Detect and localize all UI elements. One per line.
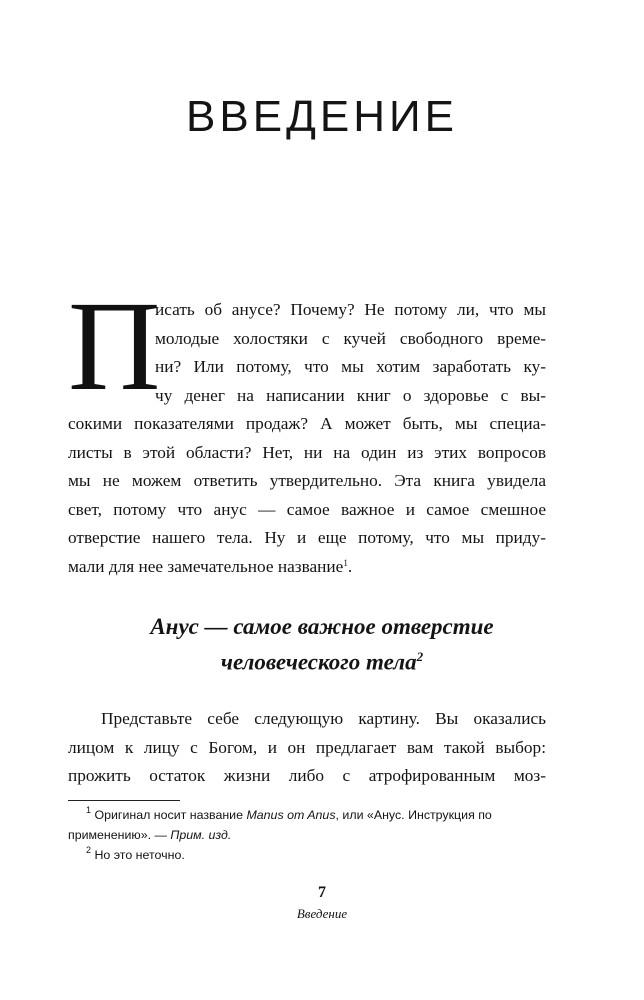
chapter-title: ВВЕДЕНИЕ bbox=[186, 92, 458, 141]
paragraph-line: прожить остаток жизни либо с атрофированным моз- bbox=[68, 766, 546, 785]
footnote-ref-1[interactable]: 1 bbox=[343, 557, 348, 568]
paragraph-line: листы в этой области? Нет, ни на один из этих вопросов bbox=[68, 442, 546, 462]
footnote-text: применению». — bbox=[68, 828, 171, 842]
section-heading-line2: человеческого тела bbox=[220, 649, 417, 675]
footnote-note: Прим. изд. bbox=[170, 828, 232, 842]
footnote-title: Manus om Anus bbox=[246, 808, 336, 822]
paragraph-line-text: мали для нее замечательное название bbox=[68, 556, 344, 576]
footnote-1-cont bbox=[68, 825, 546, 845]
footnote-divider bbox=[68, 800, 180, 801]
paragraph-line: лицом к лицу с Богом, и он предлагает вам такой выбор: bbox=[68, 737, 546, 757]
footnotes bbox=[68, 805, 546, 865]
page-number: 7 bbox=[318, 884, 326, 901]
paragraph-line: отверстие нашего тела. Ну и еще потому, что мы приду- bbox=[68, 528, 546, 547]
paragraph-line: Представьте себе следующую картину. Вы оказались bbox=[101, 709, 546, 728]
paragraph-line: чу денег на написании книг о здоровье с вы- bbox=[155, 385, 546, 405]
section-heading-line1: Анус — самое важное отверстие bbox=[150, 614, 494, 639]
footnote-1 bbox=[68, 805, 546, 825]
section-paragraph bbox=[68, 705, 546, 791]
paragraph-line: молодые холостяки с кучей свободного време- bbox=[155, 328, 546, 348]
footnote-2 bbox=[68, 845, 546, 865]
footnote-mark: 1 bbox=[86, 805, 92, 815]
intro-paragraph bbox=[68, 275, 546, 581]
footnote-text: Оригинал носит название bbox=[94, 808, 247, 822]
section-heading bbox=[0, 612, 644, 678]
footnote-ref-2[interactable]: 2 bbox=[416, 649, 424, 664]
footnote-text: Но это неточно. bbox=[94, 848, 185, 862]
paragraph-line: мали для нее замечательное название$^1$. bbox=[68, 556, 353, 576]
paragraph-line: исать об анусе? Почему? Не потому ли, что мы bbox=[155, 300, 546, 319]
paragraph-line: свет, потому что анус — самое важное и самое смешное bbox=[68, 499, 546, 519]
running-title: Введение bbox=[296, 906, 348, 921]
paragraph-line: ни? Или потому, что мы хотим заработать ку- bbox=[155, 357, 546, 376]
paragraph-line: сокими показателями продаж? А может быть, мы специа- bbox=[68, 414, 546, 433]
paragraph-line: мы не можем ответить утвердительно. Эта книга увидела bbox=[68, 471, 546, 490]
footnote-text: , или «Анус. Инструкция по bbox=[335, 808, 492, 822]
drop-cap: П bbox=[68, 275, 161, 417]
footnote-mark: 2 bbox=[86, 845, 92, 855]
